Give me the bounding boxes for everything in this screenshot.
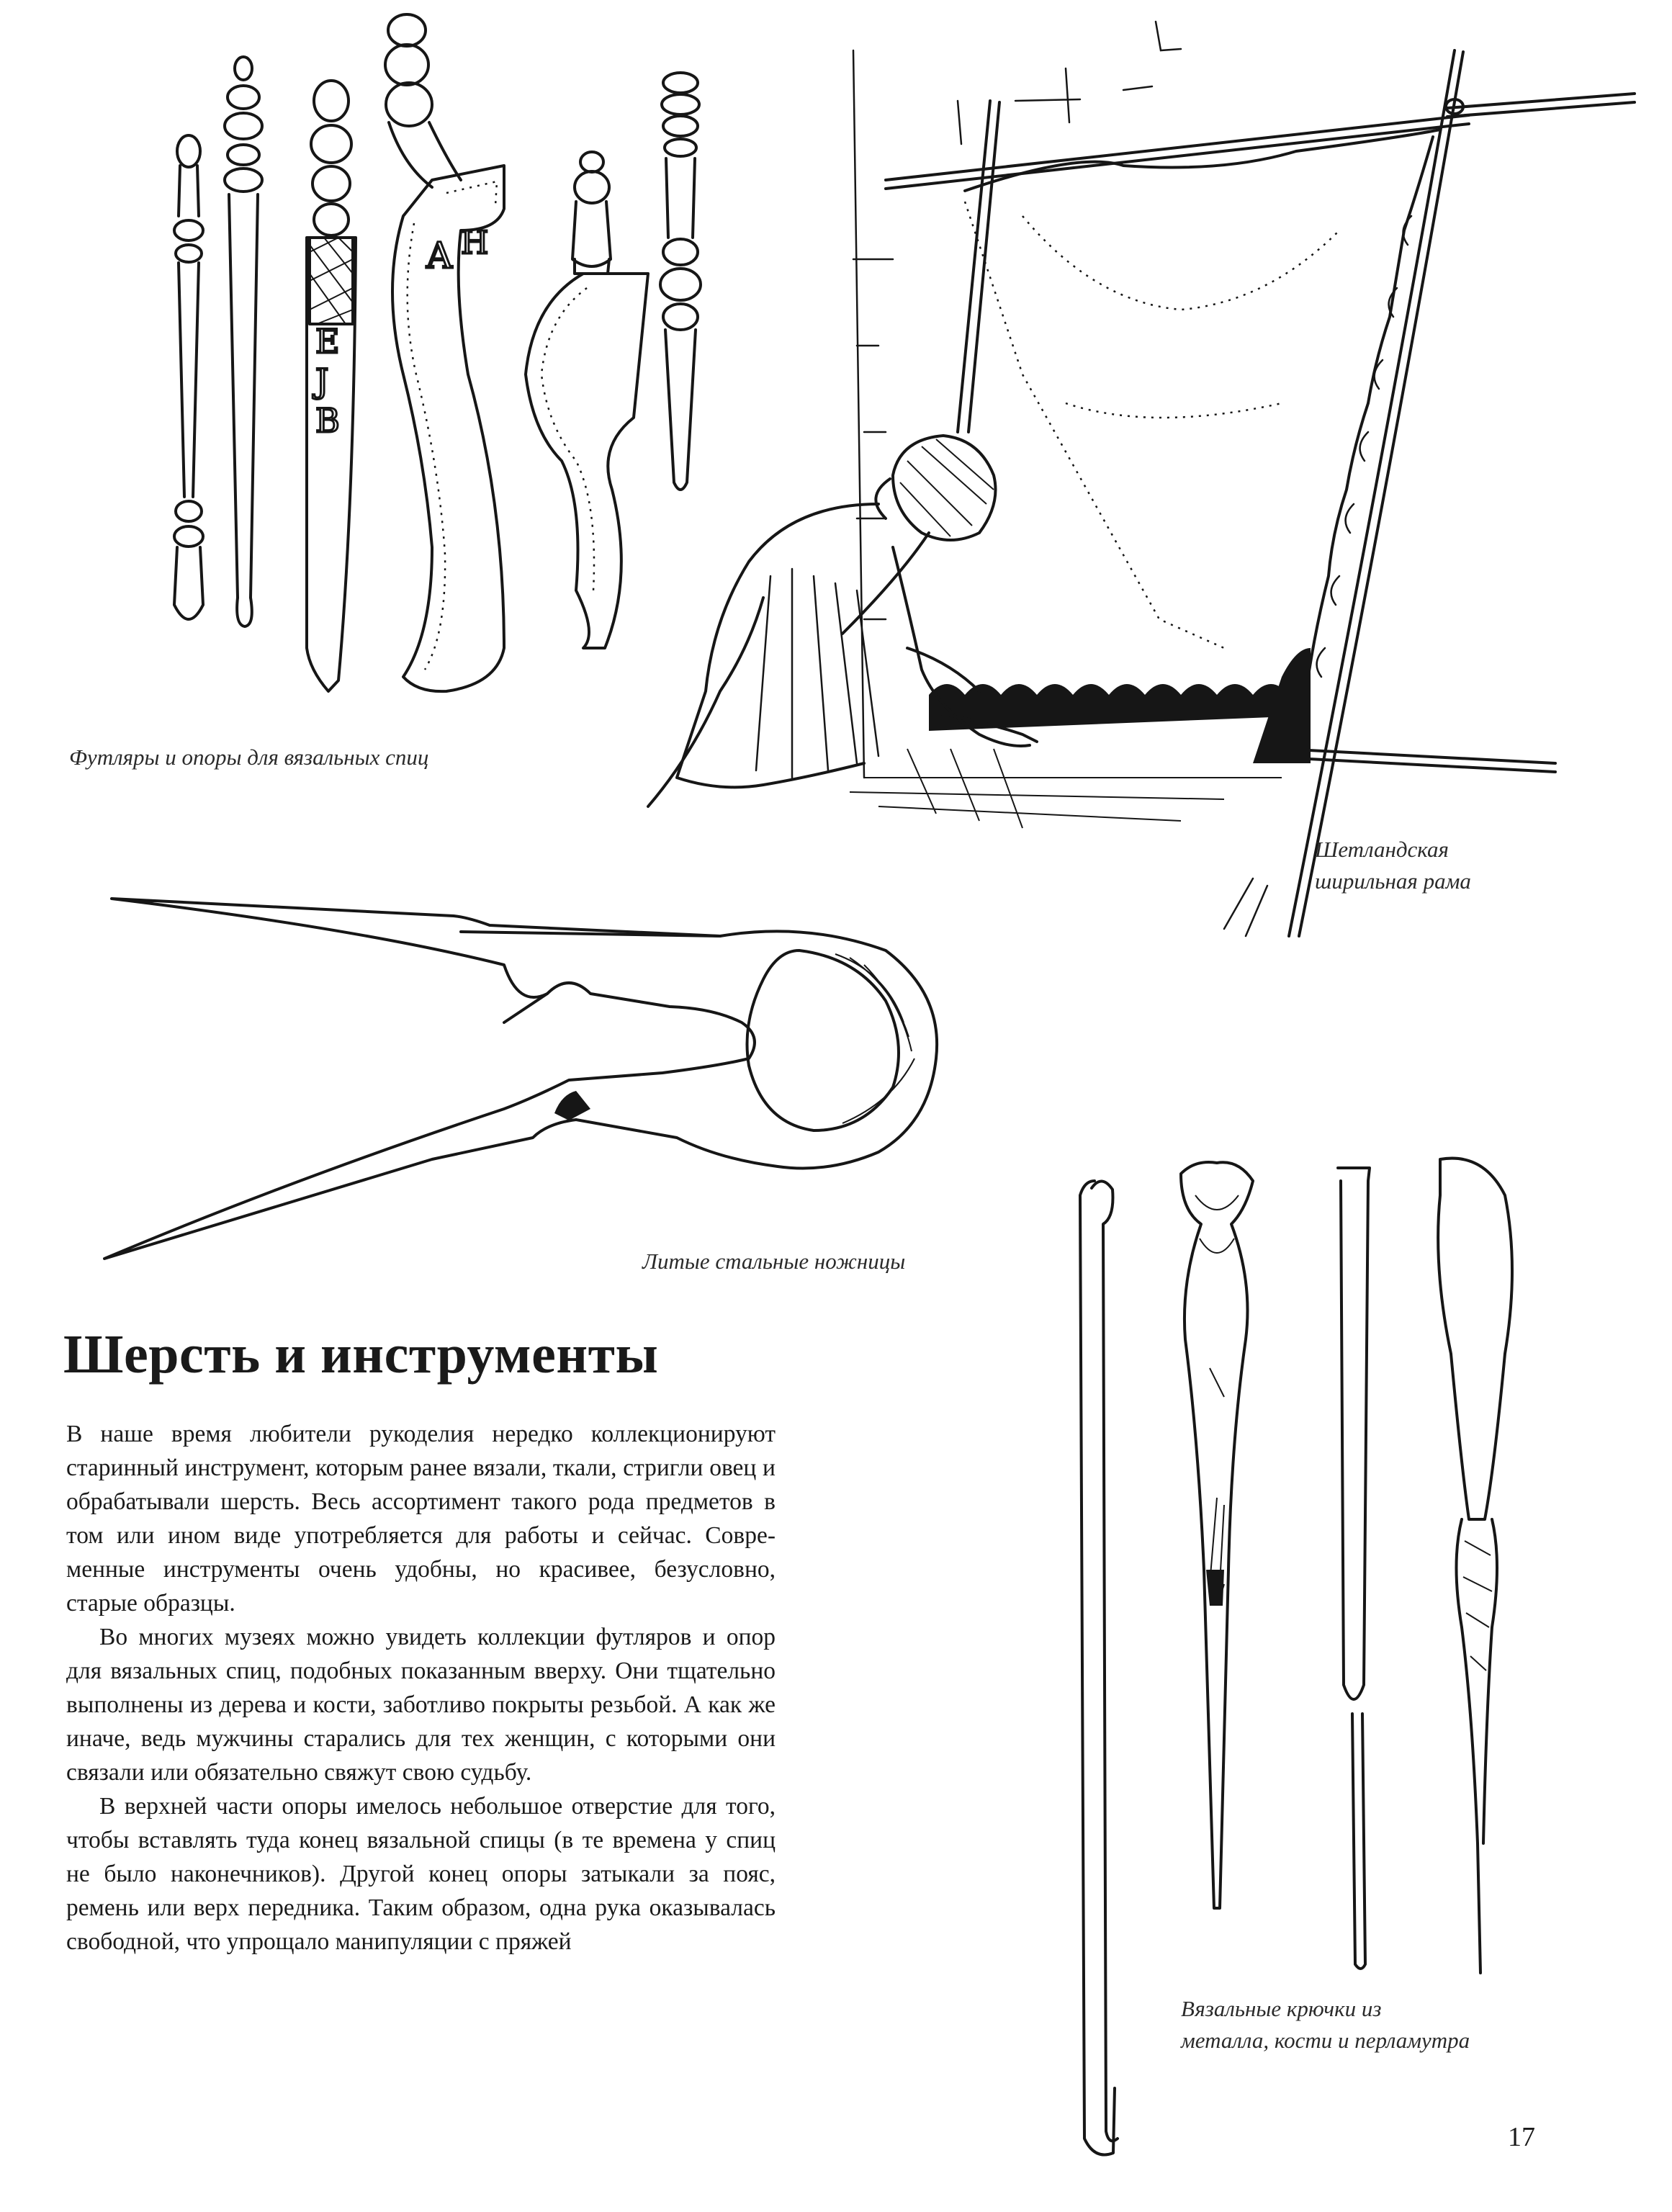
caption-line: ширильная рама [1315,868,1471,894]
svg-text:B: B [315,401,340,440]
shetland-frame-illustration [648,22,1635,936]
paragraph: В верхней части опоры имелось небольшое отверстие для того, чтобы вставлять туда конец вязальной спицы (в те времена у спиц не было наконечников). Другой конец опоры затыкали за пояс, ремень или верх передника. Таким образом, одна рука оказывалась свободной, что упрощало манипуляции с пряжей [66,1793,776,1955]
svg-text:A: A [426,235,453,276]
caption-needle-cases: Футляры и опоры для вязальных спиц [69,745,429,770]
paragraph: В наше время любители рукоделия нередко коллекционируют старинный инструмент, которым ранее вязали, ткали, стригли овец и обрабатывали шерсть. Весь ассортимент такого рода предметов в том или ином виде употребляется для работы и сейчас. Современные инструменты очень удобны, но красивее, безусловно, старые образцы. [66,1421,776,1617]
body-text [66,1417,776,1959]
caption-line: Вязальные крючки из [1181,1996,1382,2021]
metal-hook [1080,1181,1118,2155]
needle-sheaths-illustration [174,14,701,691]
section-title: Шерсть и инструменты [63,1324,659,1385]
caption-crochet-hooks [1181,1993,1470,2056]
paragraph: Во многих музеях можно увидеть коллекции футляров и опор для вязальных спиц, подобных показанным вверху. Они тщательно выполнены из дерева и кости, заботливо покрыты резьбой. А как же иначе, ведь мужчины старались для тех женщин, с которыми они связали или обязательно свяжут свою судьбу. [66,1624,776,1786]
svg-text:J: J [315,361,329,400]
page-number: 17 [1508,2122,1535,2152]
caption-shears: Литые стальные ножницы [642,1249,906,1274]
sheath-spoon [526,152,648,648]
sheath-turned-stick-1 [174,135,203,619]
metal-hook-thin [1338,1168,1370,1969]
woman-working-figure [648,436,1037,806]
caption-shetland-frame [1315,834,1471,897]
sheath-ejb [307,81,356,691]
svg-text:H: H [461,225,489,261]
sheath-turned-stick-3 [660,73,701,490]
caption-line: Шетландская [1315,837,1449,862]
svg-text:E: E [315,322,340,361]
pearl-hook [1438,1159,1512,1973]
bone-hook-carved [1181,1162,1253,1908]
sheath-ah [385,14,504,691]
caption-line: металла, кости и перламутра [1181,2028,1470,2053]
sheath-turned-stick-2 [225,57,262,626]
shears-illustration [104,899,937,1259]
frame-scallops [929,648,1311,763]
